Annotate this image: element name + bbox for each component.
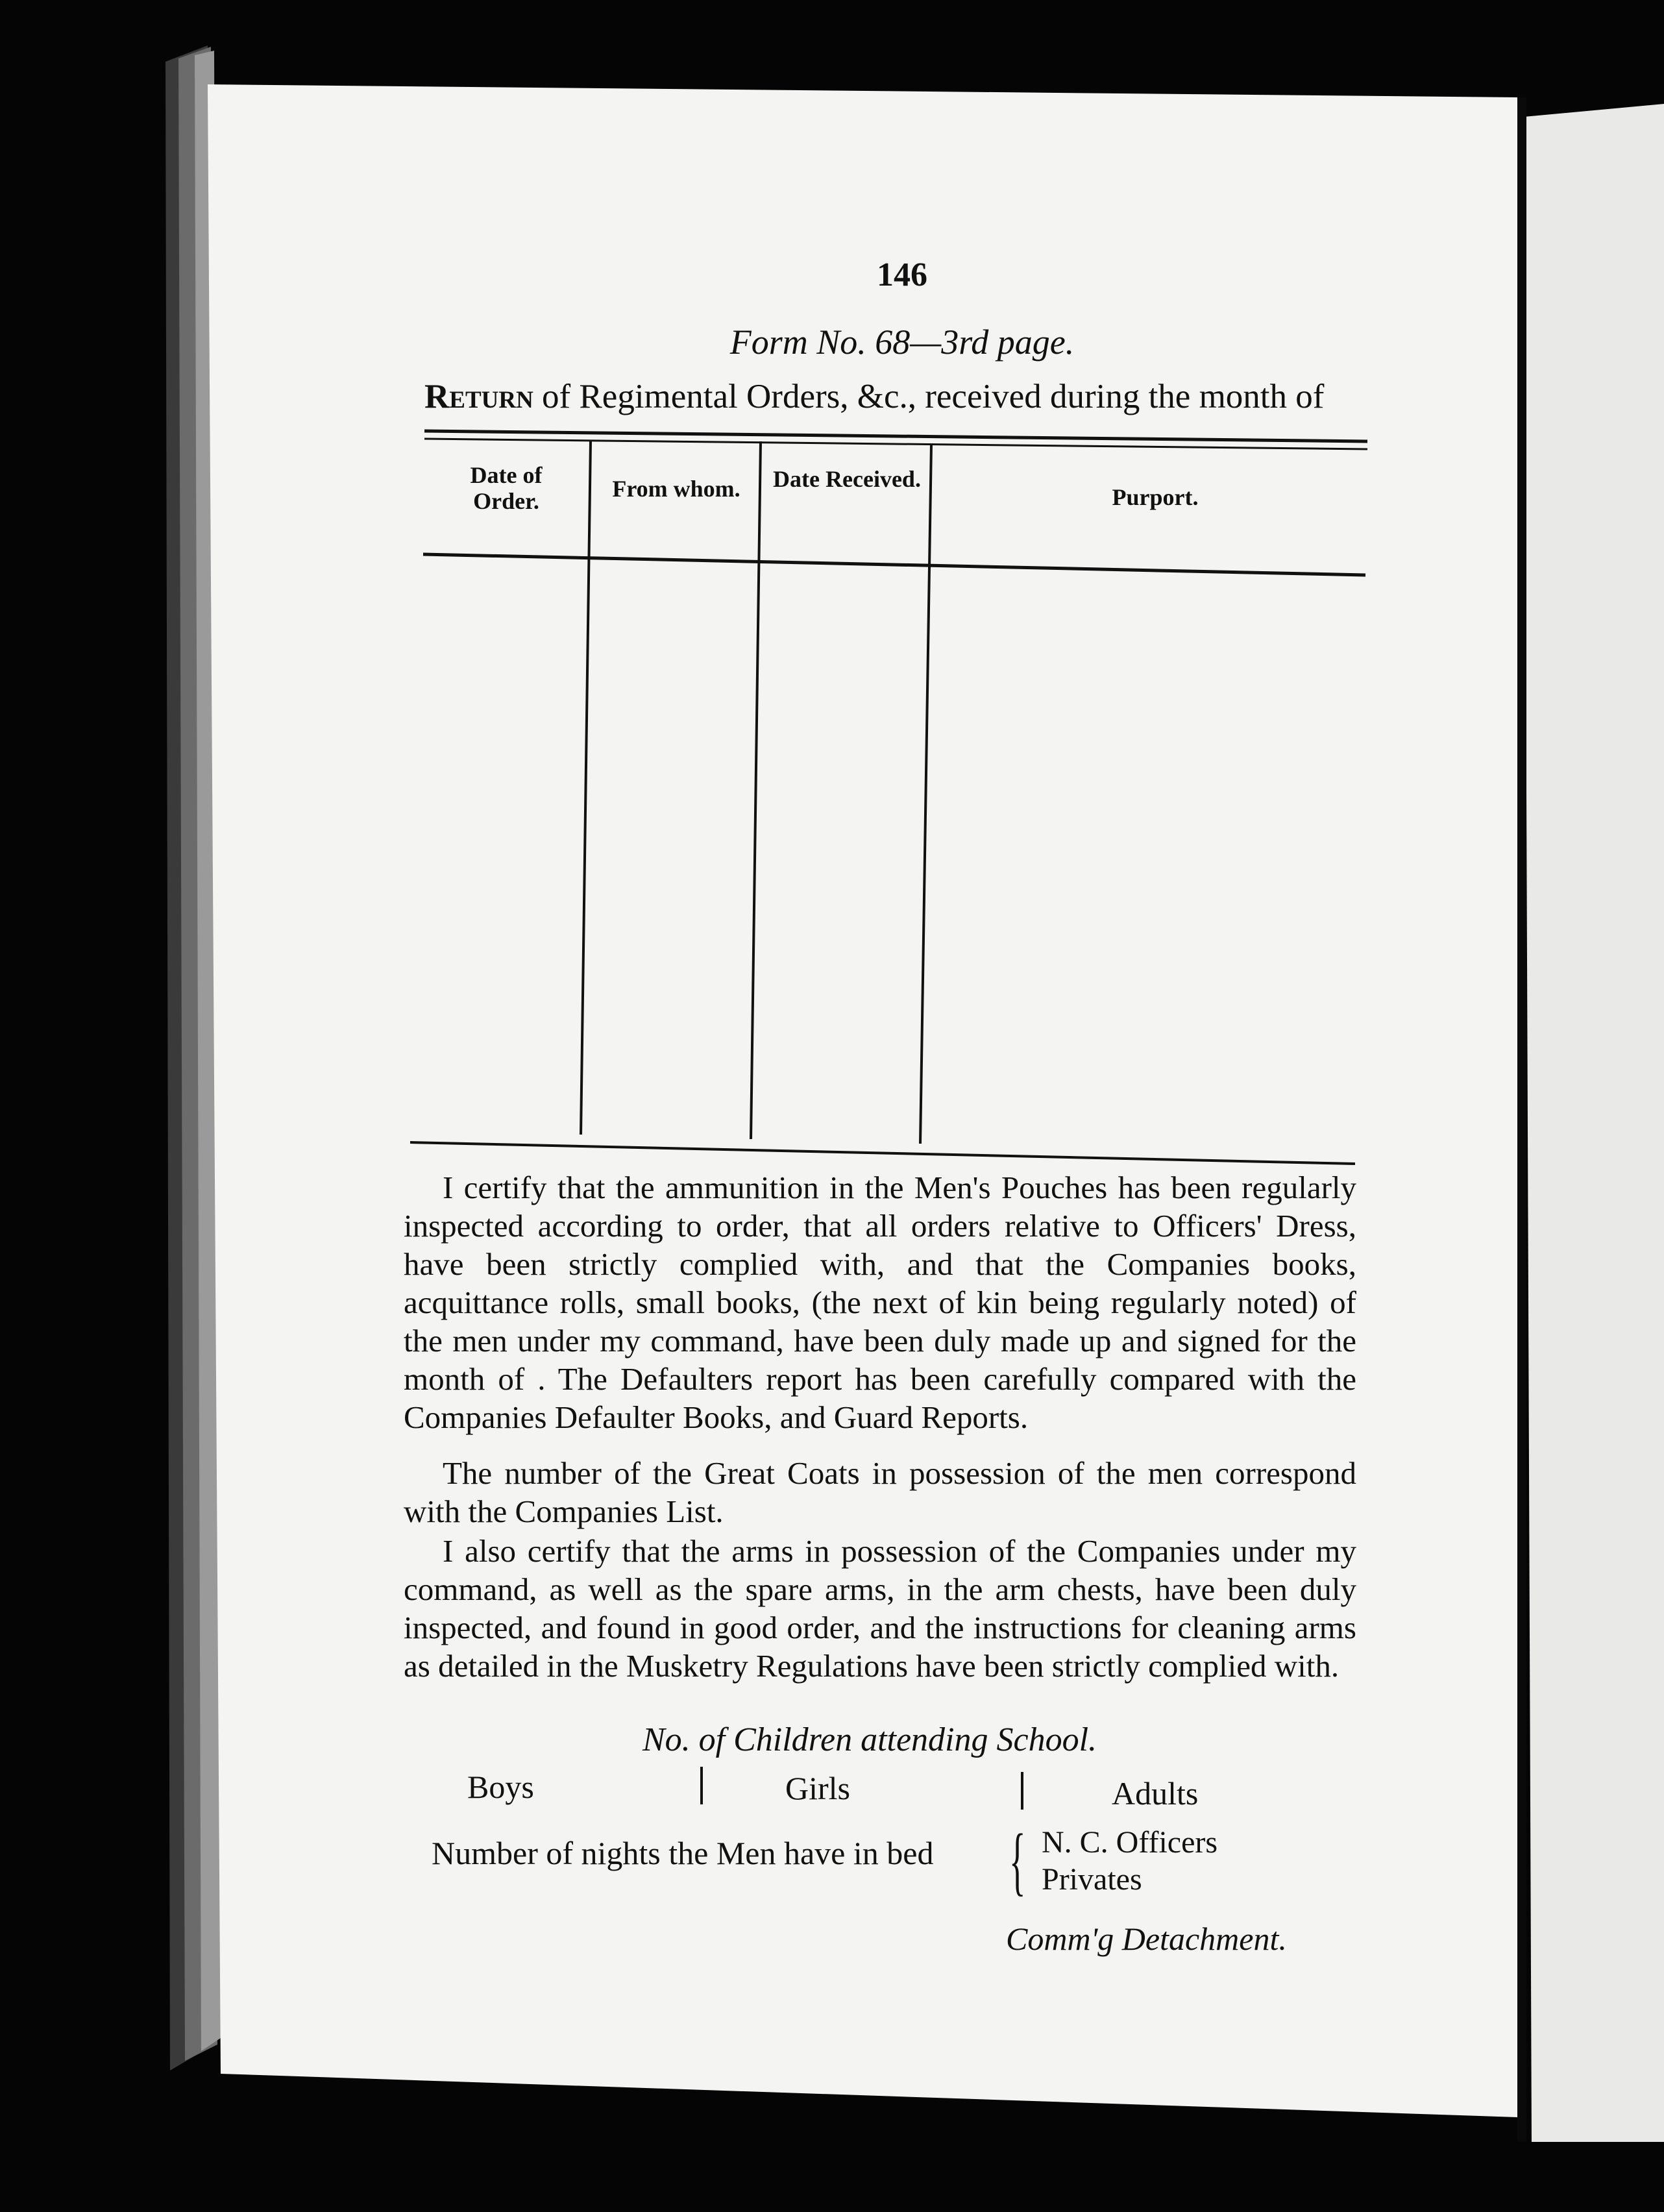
signature-label: Comm'g Detachment. — [1006, 1921, 1287, 1957]
certification-paragraph-2: The number of the Great Coats in possession of the men correspond with the Companies List. — [404, 1455, 1356, 1529]
form-title: Form No. 68—3rd page. — [729, 323, 1075, 362]
brace-glyph: { — [1009, 1818, 1026, 1903]
column-header-date-received: Date Received. — [773, 466, 921, 492]
nights-label: Number of nights the Men have in bed — [432, 1835, 934, 1871]
nco-label: N. C. Officers — [1042, 1825, 1218, 1860]
certification-paragraph-1: I certify that the ammunition in the Men's Pouches has been regularly inspected according to order, that all orders relative to Officers' Dress, have been strictly complied with, and that the Companies books, acquittance rolls, small books, (the next of kin being regularly noted) of the men under my command, have been duly made up and signed for the month of . The Defaulters report has been carefully compared with the Companies Defaulter Books, and Guard Reports. — [404, 1170, 1356, 1435]
return-heading-rest: of Regimental Orders, &c., received during the month of — [542, 378, 1325, 415]
return-heading — [424, 380, 1324, 414]
boys-label: Boys — [467, 1769, 534, 1805]
return-heading-lead: Return — [424, 378, 533, 415]
privates-label: Privates — [1042, 1862, 1142, 1897]
column-header-from-whom: From whom. — [612, 476, 740, 502]
page-number: 146 — [877, 256, 927, 293]
column-header-date-of-order: Date of Order. — [470, 462, 543, 514]
certification-paragraph-3: I also certify that the arms in possession of the Companies under my command, as well as the spare arms, in the arm chests, have been duly inspected, and found in good order, and the instructions for cleaning arms as detailed in the Musketry Regulations have been strictly complied with. — [404, 1533, 1356, 1684]
school-heading: No. of Children attending School. — [642, 1721, 1097, 1758]
column-header-purport: Purport. — [1112, 484, 1199, 510]
girls-label: Girls — [785, 1770, 850, 1806]
adults-label: Adults — [1112, 1775, 1199, 1812]
